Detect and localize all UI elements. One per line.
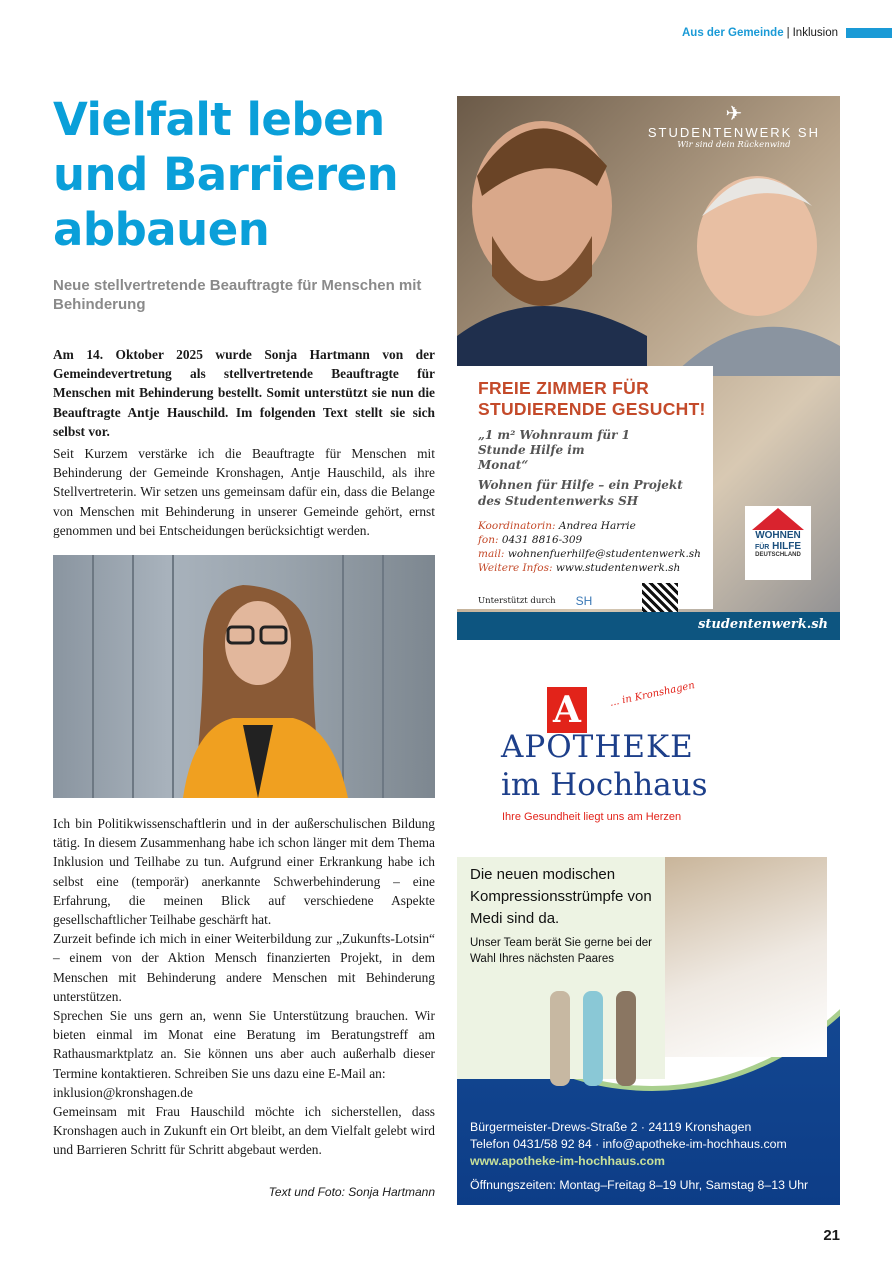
phone-email: Telefon 0431/58 92 84 · info@apotheke-im-hochhaus.com [470,1137,787,1151]
portrait-photo [53,555,435,798]
article-paragraph: Seit Kurzem verstärke ich die Beauftragte für Menschen mit Behinderung der Gemeinde Kronshagen, Antje Hauschild, als ihre Stellvertreterin. Wir setzen uns gemeinsam dafür ein, dass die Belange von Menschen mit Behinderung in unserer Gemeinde gehört, ernst genommen und bei Entscheidungen berücksichtigt werden. [53,446,435,538]
ad-footer [457,612,840,640]
studentenwerk-logo: ✈ STUDENTENWERK SH Wir sind dein Rückenwind [647,101,820,150]
ad-quote: „1 m² Wohnraum für 1 Stunde Hilfe im Monat“ [478,428,630,472]
sh-logo: SH [575,594,593,608]
header-bar [846,28,892,38]
topic-label: Inklusion [792,27,838,39]
ad-headline: FREIE ZIMMER FÜR STUDIERENDE GESUCHT! [478,378,706,419]
pharmacy-a-logo: A [547,687,587,733]
photo-credit: Text und Foto: Sonja Hartmann [268,1185,435,1199]
running-header [682,26,892,40]
ad-subline: Unser Team berät Sie gerne bei der Wahl Ihres nächsten Paares [470,937,652,965]
article-paragraph: Gemeinsam mit Frau Hauschild möchte ich sicherstellen, dass Kronshagen auch in Zukunft ein Ort bleibt, an dem Vielfalt gelebt wird und Barrieren Schritt für Schritt abgebaut werden. [53,1104,435,1158]
contact-list: Koordinatorin: Andrea Harrie fon: 0431 8816-309 mail: wohnenfuerhilfe@studentenwerk.sh Weitere Infos: www.studentenwerk.sh [478,520,701,574]
pharmacy-name: APOTHEKE [501,729,694,765]
studentenwerk-ad [457,96,840,640]
page-number: 21 [823,1227,840,1244]
house-icon [752,508,804,530]
section-label: Aus der Gemeinde [681,27,784,39]
ad-text-box: FREIE ZIMMER FÜR STUDIERENDE GESUCHT! „1 m² Wohnraum für 1 Stunde Hilfe im Monat“ Wohnen für Hilfe – ein Projekt des Studentenwerks SH Koordinatorin: Andrea Harrie fon: 0431 8816-309 mail: wohnenfuerhilfe@studentenwerk.sh Weitere Infos: www.studentenwerk.sh Unterstützt durch SH [457,366,713,609]
website-link[interactable]: www.apotheke-im-hochhaus.com [470,1154,665,1168]
wohnen-fuer-hilfe-badge: WOHNEN FÜR HILFE DEUTSCHLAND [745,506,811,580]
paper-plane-icon: ✈ [725,101,743,125]
pharmacy-name-2: im Hochhaus [501,767,708,803]
socks-photo [665,857,827,1057]
website-link[interactable]: studentenwerk.sh [698,617,828,632]
article-body [53,814,435,1160]
socks-illustration [545,991,645,1101]
article-title: Vielfalt leben und Barrieren abbauen [53,93,399,256]
email-link[interactable]: inklusion@kronshagen.de [53,1084,193,1100]
article-lead: Am 14. Oktober 2025 wurde Sonja Hartmann von der Gemeindevertretung als stellvertretende Beauftragte für Menschen mit Behinderung bestellt. Somit unterstützt sie nun die Beauftragte Antje Hauschild. Im folgenden Text stellt sie sich selbst vor. [53,347,435,439]
ad-project: Wohnen für Hilfe – ein Projekt des Studentenwerks SH [478,478,683,508]
header-separator: | [786,27,790,39]
opening-hours: Öffnungszeiten: Montag–Freitag 8–19 Uhr, Samstag 8–13 Uhr [470,1178,809,1192]
address: Bürgermeister-Drews-Straße 2 · 24119 Kronshagen [470,1120,752,1134]
pharmacy-tagline: Ihre Gesundheit liegt uns am Herzen [502,811,682,823]
article-subtitle: Neue stellvertretende Beauftragte für Menschen mit Behinderung [53,277,422,313]
article-paragraph: Zurzeit befinde ich mich in einer Weiterbildung zur „Zukunfts-Lotsin“ – einem von der Aktion Mensch finanzierten Projekt, in dem Menschen mit Behinderung andere Menschen mit Behinderung unterstützen. [53,931,435,1004]
email-link[interactable]: wohnenfuerhilfe@studentenwerk.sh [507,548,701,560]
article-paragraph: Sprechen Sie uns gern an, wenn Sie Unterstützung brauchen. Wir bieten einmal im Monat eine Beratung im Beratungstreff am Rathausmarktplatz an. Sie können uns aber auch außerhalb dieser Termine kontaktieren. Schreiben Sie uns dazu eine E-Mail an: [53,1008,435,1081]
apotheke-ad [457,661,840,1205]
ad-headline: Die neuen modischen Kompressionsstrümpfe von Medi sind da. [470,866,652,927]
location-tag: ... in Kronshagen [608,680,696,709]
article-paragraph: Ich bin Politikwissenschaftlerin und in der außerschulischen Bildung tätig. In diesem Zusammenhang habe ich schon länger mit dem Thema Inklusion und Teilhabe zu tun. Aufgrund einer Erkrankung habe ich selbst eine (temporär) anerkannte Schwerbehinderung – eine Erfahrung, die meinen Blick auf verschiedene Aspekte gesellschaftlicher Teilhabe geschärft hat. [53,816,435,928]
contact-block [470,1119,840,1194]
website-link[interactable]: www.studentenwerk.sh [555,562,681,574]
